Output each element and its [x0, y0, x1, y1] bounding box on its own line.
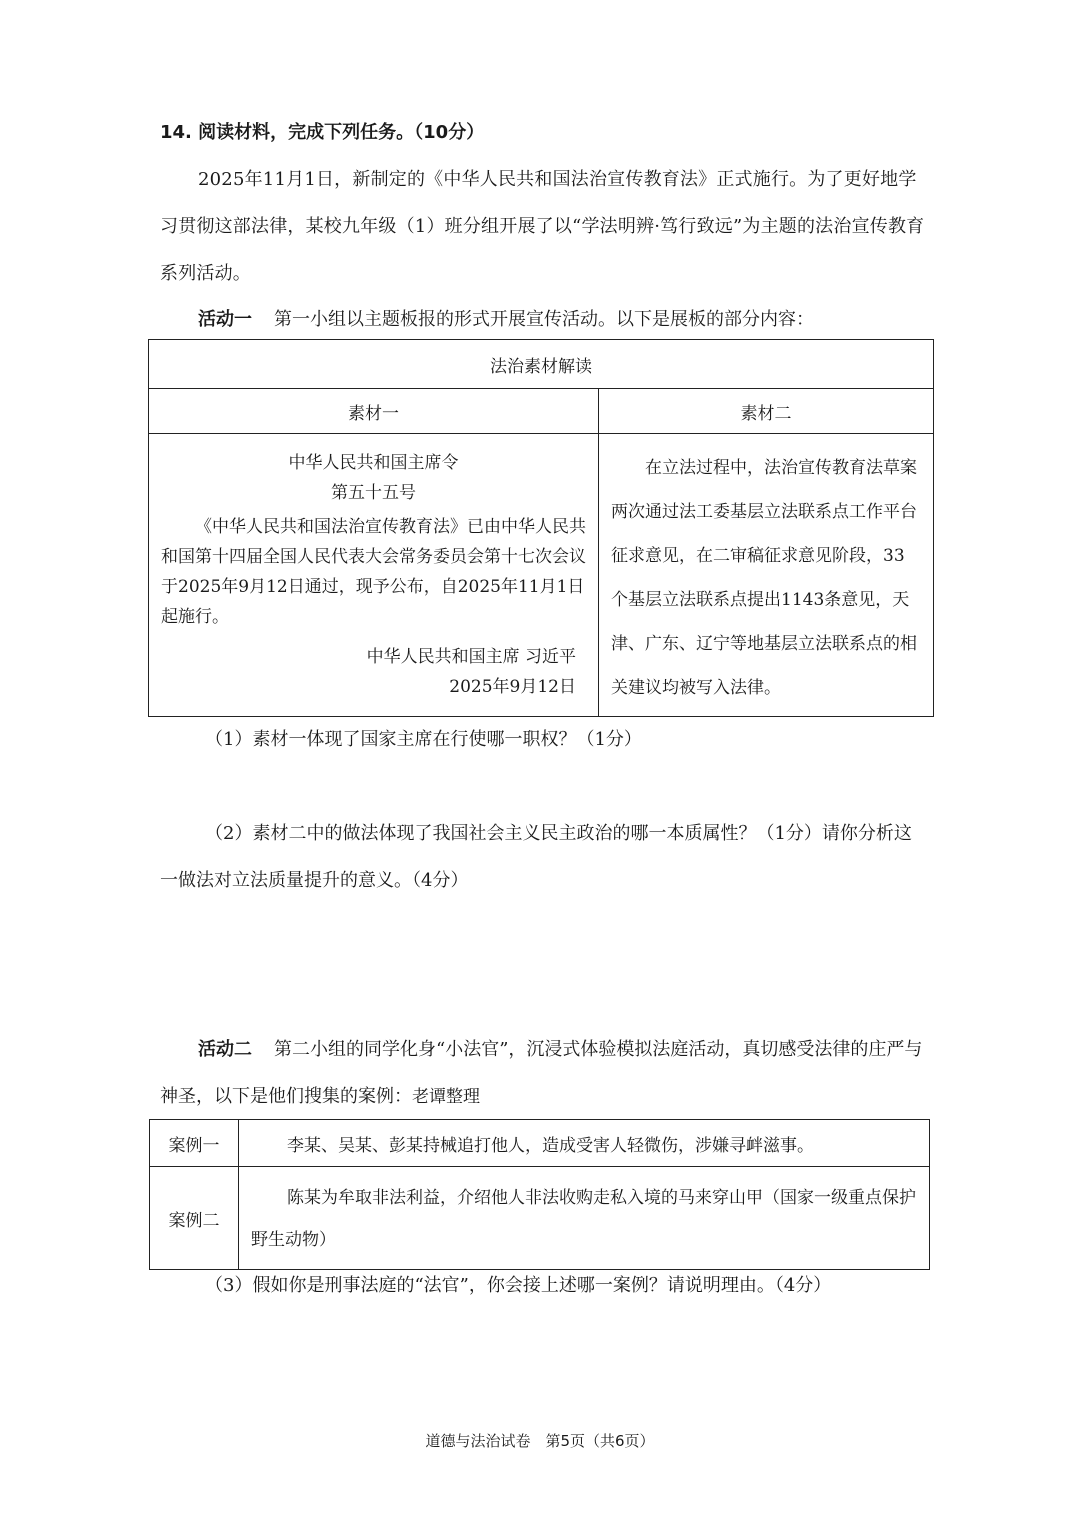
- compiler-note: 老谭整理: [412, 1087, 480, 1106]
- activity-one-text: 第一小组以主题板报的形式开展宣传活动。以下是展板的部分内容：: [274, 309, 814, 330]
- case-two-label: 案例二: [150, 1167, 239, 1270]
- question-1: （1）素材一体现了国家主席在行使哪一职权？（1分）: [205, 729, 642, 750]
- question-title: 14. 阅读材料，完成下列任务。（10分）: [160, 122, 485, 143]
- table-row: [150, 1120, 930, 1167]
- material-two-header: 素材二: [599, 389, 934, 434]
- presidential-order-signer: 中华人民共和国主席 习近平: [366, 647, 576, 667]
- presidential-order-body: 《中华人民共和国法治宣传教育法》已由中华人民共和国第十四届全国人民代表大会常务委员会第十七次会议于2025年9月12日通过，现予公布，自2025年11月1日起施行。: [161, 517, 586, 627]
- question-intro: 2025年11月1日，新制定的《中华人民共和国法治宣传教育法》正式施行。为了更好地学习贯彻这部法律，某校九年级（1）班分组开展了以“学法明辨·笃行致远”为主题的法治宣传教育系列活动。: [160, 169, 925, 284]
- presidential-order-title: 中华人民共和国主席令: [288, 453, 459, 473]
- question-3: （3）假如你是刑事法庭的“法官”，你会接上述哪一案例？请说明理由。（4分）: [205, 1275, 832, 1296]
- activity-two-label: 活动二: [198, 1039, 252, 1060]
- case-two-text: 陈某为牟取非法利益，介绍他人非法收购走私入境的马来穿山甲（国家一级重点保护野生动物）: [239, 1167, 930, 1270]
- material-one-cell: [149, 434, 599, 717]
- page-footer: 道德与法治试卷 第5页（共6页）: [425, 1432, 655, 1450]
- presidential-order-number: 第五十五号: [331, 483, 416, 503]
- material-one-header: 素材一: [149, 389, 599, 434]
- activity-two-text: 第二小组的同学化身“小法官”，沉浸式体验模拟法庭活动，真切感受法律的庄严与神圣，以下是他们搜集的案例：: [160, 1039, 923, 1107]
- display-board-table: [148, 339, 934, 717]
- activity-two: [160, 1026, 925, 1120]
- question-2: （2）素材二中的做法体现了我国社会主义民主政治的哪一本质属性？（1分）请你分析这一做法对立法质量提升的意义。（4分）: [160, 823, 912, 891]
- material-two-cell: 在立法过程中，法治宣传教育法草案两次通过法工委基层立法联系点工作平台征求意见，在二审稿征求意见阶段，33个基层立法联系点提出1143条意见，天津、广东、辽宁等地基层立法联系点的相关建议均被写入法律。: [599, 434, 934, 717]
- board-title: 法治素材解读: [149, 340, 934, 389]
- activity-one: [160, 296, 925, 343]
- table-row: [150, 1167, 930, 1270]
- cases-table: [149, 1119, 930, 1270]
- case-one-text: 李某、吴某、彭某持械追打他人，造成受害人轻微伤，涉嫌寻衅滋事。: [239, 1120, 930, 1167]
- presidential-order-date: 2025年9月12日: [449, 677, 576, 697]
- case-one-label: 案例一: [150, 1120, 239, 1167]
- activity-one-label: 活动一: [198, 309, 252, 330]
